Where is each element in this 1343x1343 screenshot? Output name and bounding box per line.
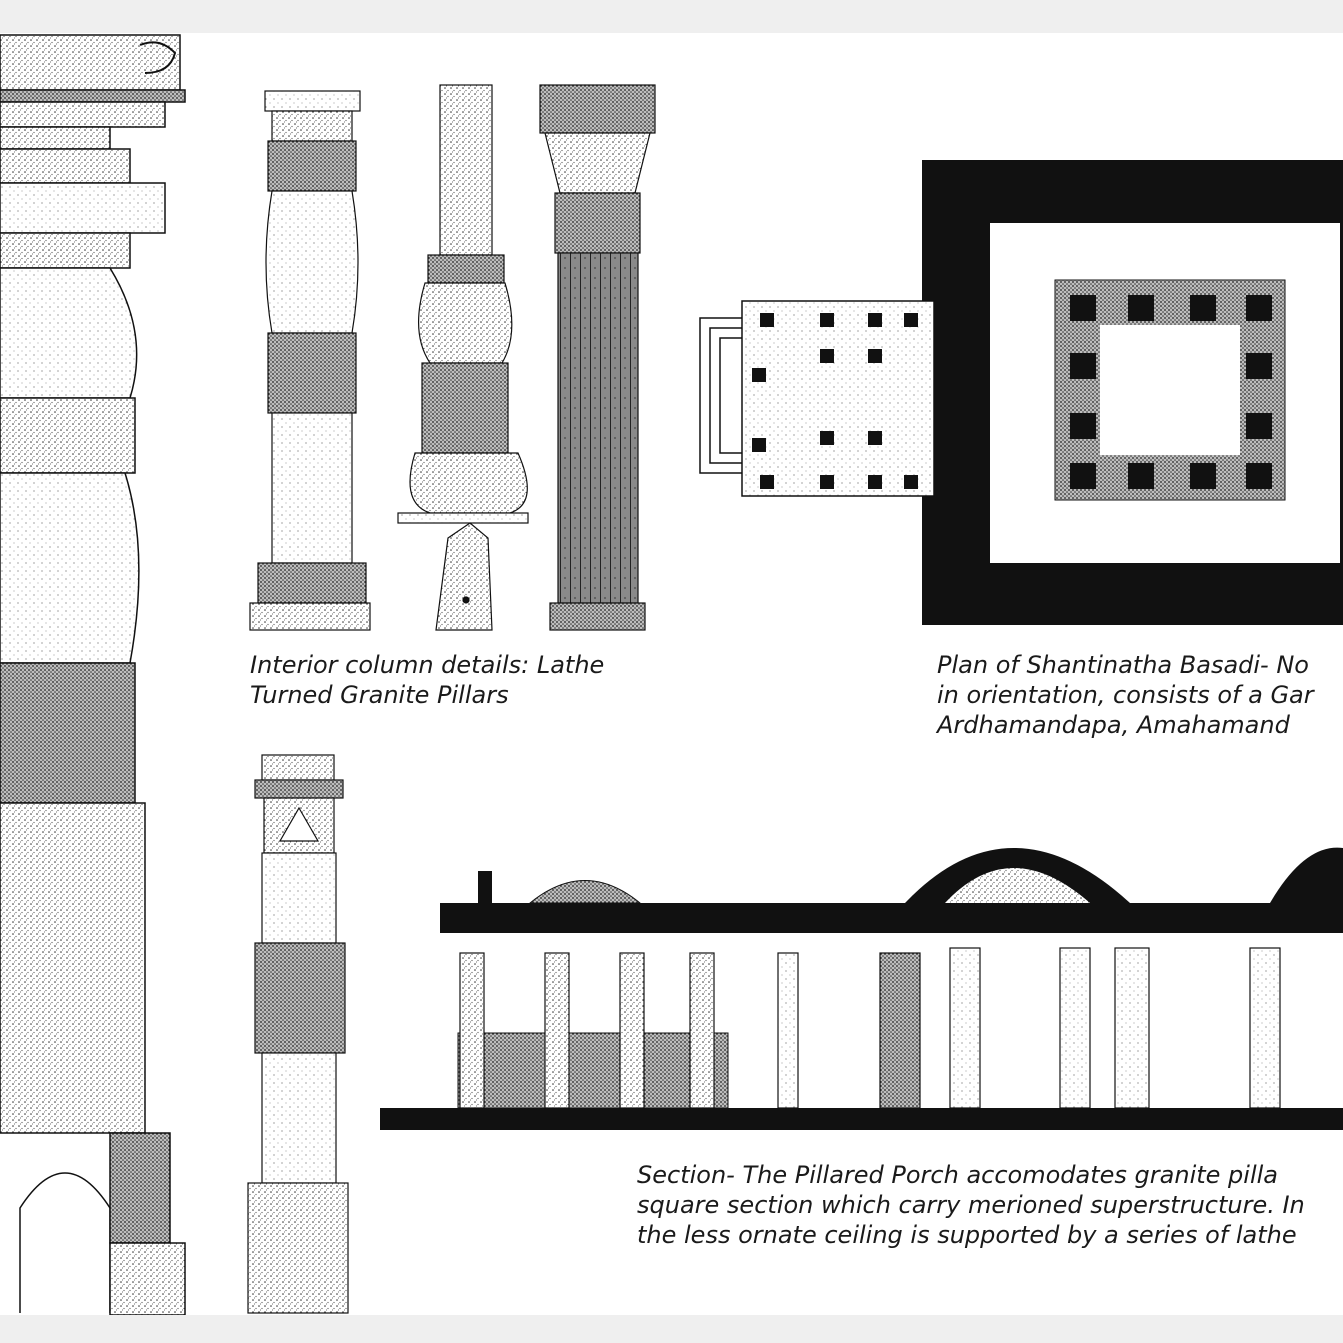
large-pillar-elevation bbox=[0, 35, 185, 1315]
square-section-pillar bbox=[248, 755, 348, 1313]
section-caption-line-1: Section- The Pillared Porch accomodates granite pilla bbox=[637, 1161, 1278, 1189]
plan-caption-line-2: in orientation, consists of a Gar bbox=[937, 681, 1314, 709]
section-caption-line-2: square section which carry merioned superstructure. In bbox=[637, 1191, 1305, 1219]
plan-caption bbox=[937, 650, 1314, 740]
columns-caption bbox=[250, 650, 604, 710]
columns-caption-line-2: Turned Granite Pillars bbox=[250, 681, 509, 709]
section-caption bbox=[637, 1160, 1305, 1250]
lathe-pillar-3 bbox=[540, 85, 655, 630]
plan-caption-line-1: Plan of Shantinatha Basadi- No bbox=[937, 651, 1309, 679]
plan-caption-line-3: Ardhamandapa, Amahamand bbox=[937, 711, 1290, 739]
lathe-pillar-1 bbox=[250, 91, 370, 630]
temple-plan bbox=[700, 160, 1343, 625]
columns-caption-line-1: Interior column details: Lathe bbox=[250, 651, 605, 679]
temple-section bbox=[380, 848, 1343, 1130]
drawing-sheet bbox=[0, 33, 1343, 1315]
lathe-pillar-2 bbox=[398, 85, 528, 630]
section-caption-line-3: the less ornate ceiling is supported by a series of lathe bbox=[637, 1221, 1297, 1249]
